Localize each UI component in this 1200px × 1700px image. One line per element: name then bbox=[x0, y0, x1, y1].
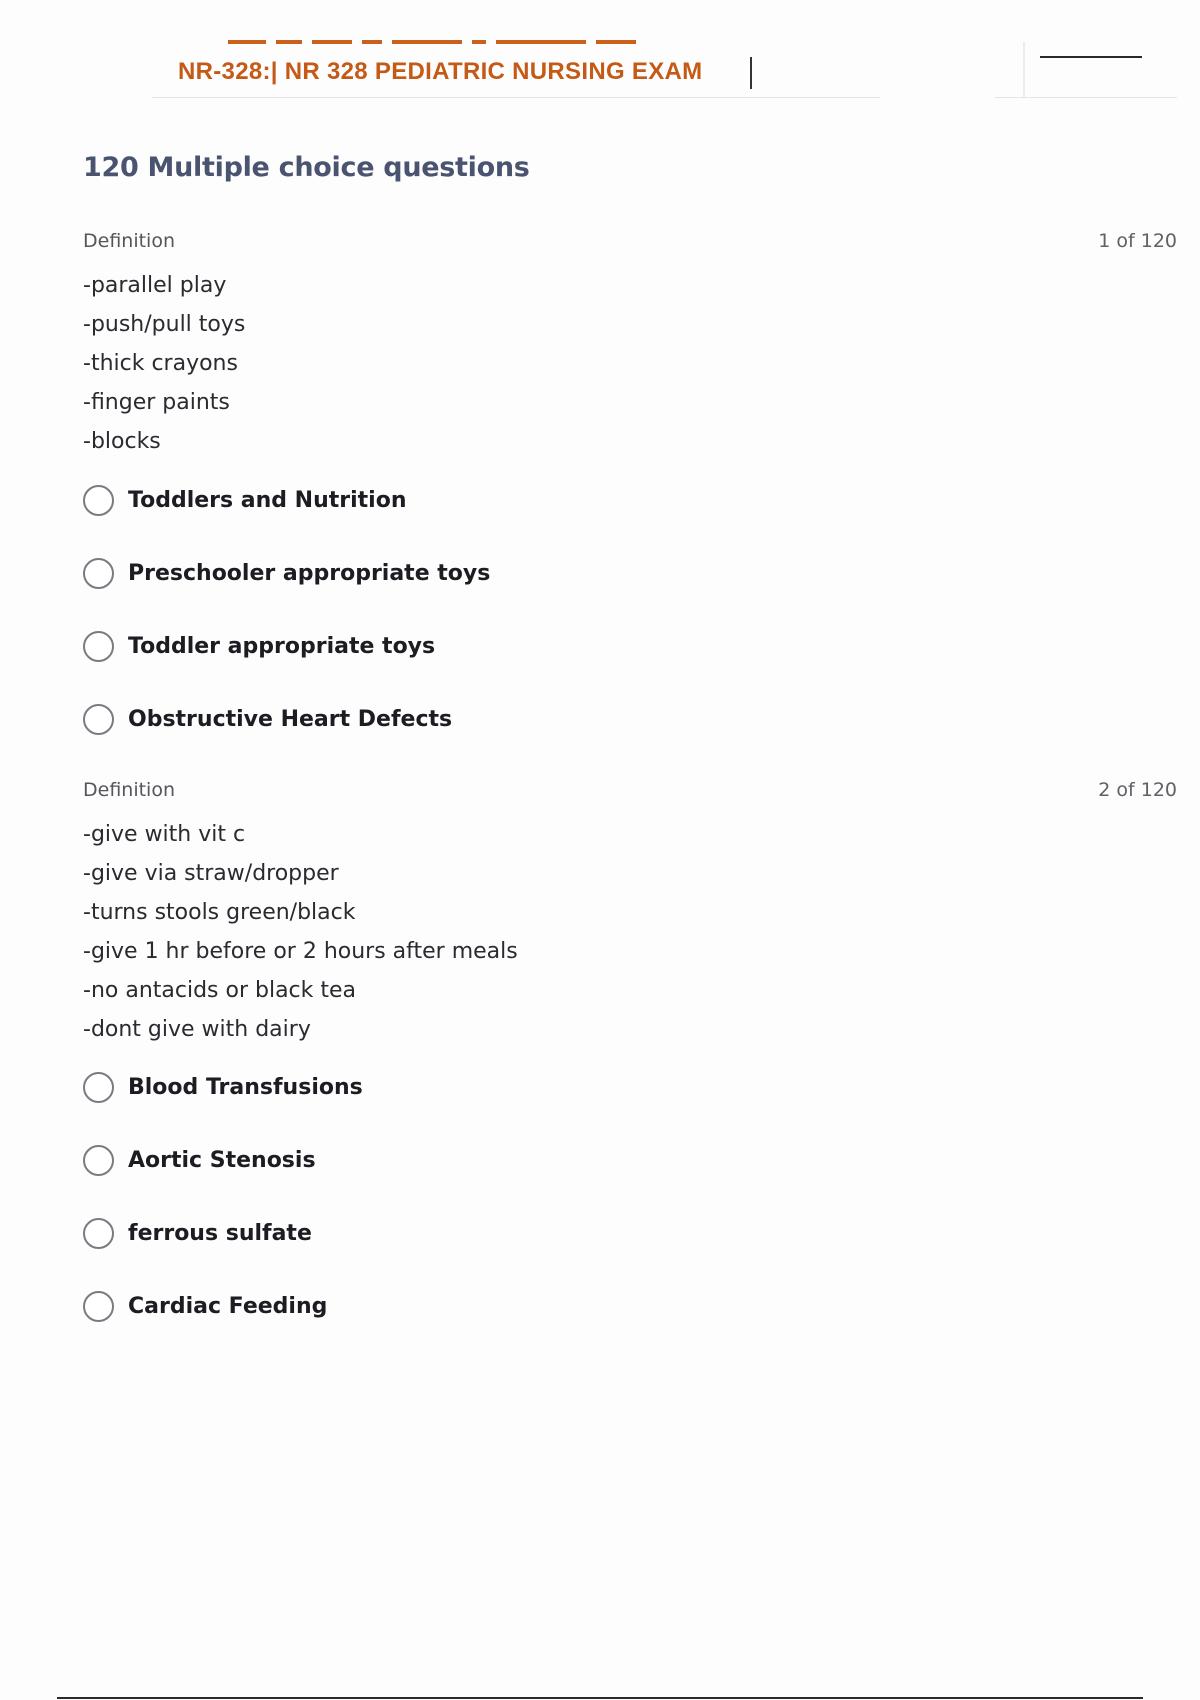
question-card bbox=[83, 230, 1177, 750]
answer-option[interactable] bbox=[83, 464, 490, 537]
cut-off-header-text bbox=[228, 34, 640, 44]
answer-option-label: ferrous sulfate bbox=[128, 1221, 312, 1246]
definition-line: -thick crayons bbox=[83, 351, 238, 376]
definition-line: -finger paints bbox=[83, 390, 230, 415]
radio-button[interactable] bbox=[83, 1218, 114, 1249]
header-divider bbox=[1023, 42, 1025, 98]
radio-button[interactable] bbox=[83, 485, 114, 516]
answer-option-label: Toddler appropriate toys bbox=[128, 634, 436, 659]
definition-line: -parallel play bbox=[83, 273, 227, 298]
answer-option-label: Aortic Stenosis bbox=[128, 1148, 316, 1173]
answer-option[interactable] bbox=[83, 1197, 363, 1270]
document-header bbox=[0, 0, 1200, 110]
answer-option[interactable] bbox=[83, 683, 490, 756]
definition-line: -push/pull toys bbox=[83, 312, 246, 337]
answer-option[interactable] bbox=[83, 1051, 363, 1124]
definition-lines bbox=[83, 815, 518, 1049]
radio-button[interactable] bbox=[83, 704, 114, 735]
definition-line: -blocks bbox=[83, 429, 161, 454]
question-card bbox=[83, 779, 1177, 1339]
answer-option[interactable] bbox=[83, 1270, 363, 1343]
answer-option-label: Preschooler appropriate toys bbox=[128, 561, 491, 586]
definition-line: -give with vit c bbox=[83, 822, 246, 847]
question-type-label: Definition bbox=[83, 230, 176, 252]
radio-button[interactable] bbox=[83, 631, 114, 662]
answer-option[interactable] bbox=[83, 537, 490, 610]
header-underline-right bbox=[995, 97, 1177, 98]
radio-button[interactable] bbox=[83, 1072, 114, 1103]
text-cursor bbox=[750, 57, 752, 89]
header-underline bbox=[152, 97, 880, 98]
answer-option[interactable] bbox=[83, 1124, 363, 1197]
quiz-heading: 120 Multiple choice questions bbox=[83, 152, 530, 183]
radio-button[interactable] bbox=[83, 1145, 114, 1176]
definition-lines bbox=[83, 266, 245, 461]
answer-option-label: Toddlers and Nutrition bbox=[128, 488, 407, 513]
header-title: NR-328:| NR 328 PEDIATRIC NURSING EXAM bbox=[178, 58, 703, 85]
answer-option[interactable] bbox=[83, 610, 490, 683]
question-counter: 1 of 120 bbox=[1098, 230, 1177, 252]
header-rule bbox=[1040, 56, 1142, 58]
definition-line: -turns stools green/black bbox=[83, 900, 356, 925]
answer-options bbox=[83, 1051, 363, 1343]
answer-option-label: Cardiac Feeding bbox=[128, 1294, 328, 1319]
answer-options bbox=[83, 464, 490, 756]
radio-button[interactable] bbox=[83, 1291, 114, 1322]
definition-line: -give via straw/dropper bbox=[83, 861, 339, 886]
definition-line: -dont give with dairy bbox=[83, 1017, 311, 1042]
definition-line: -give 1 hr before or 2 hours after meals bbox=[83, 939, 518, 964]
answer-option-label: Obstructive Heart Defects bbox=[128, 707, 453, 732]
question-counter: 2 of 120 bbox=[1098, 779, 1177, 801]
definition-line: -no antacids or black tea bbox=[83, 978, 357, 1003]
answer-option-label: Blood Transfusions bbox=[128, 1075, 363, 1100]
radio-button[interactable] bbox=[83, 558, 114, 589]
question-type-label: Definition bbox=[83, 779, 176, 801]
page-bottom-rule bbox=[57, 1697, 1143, 1699]
